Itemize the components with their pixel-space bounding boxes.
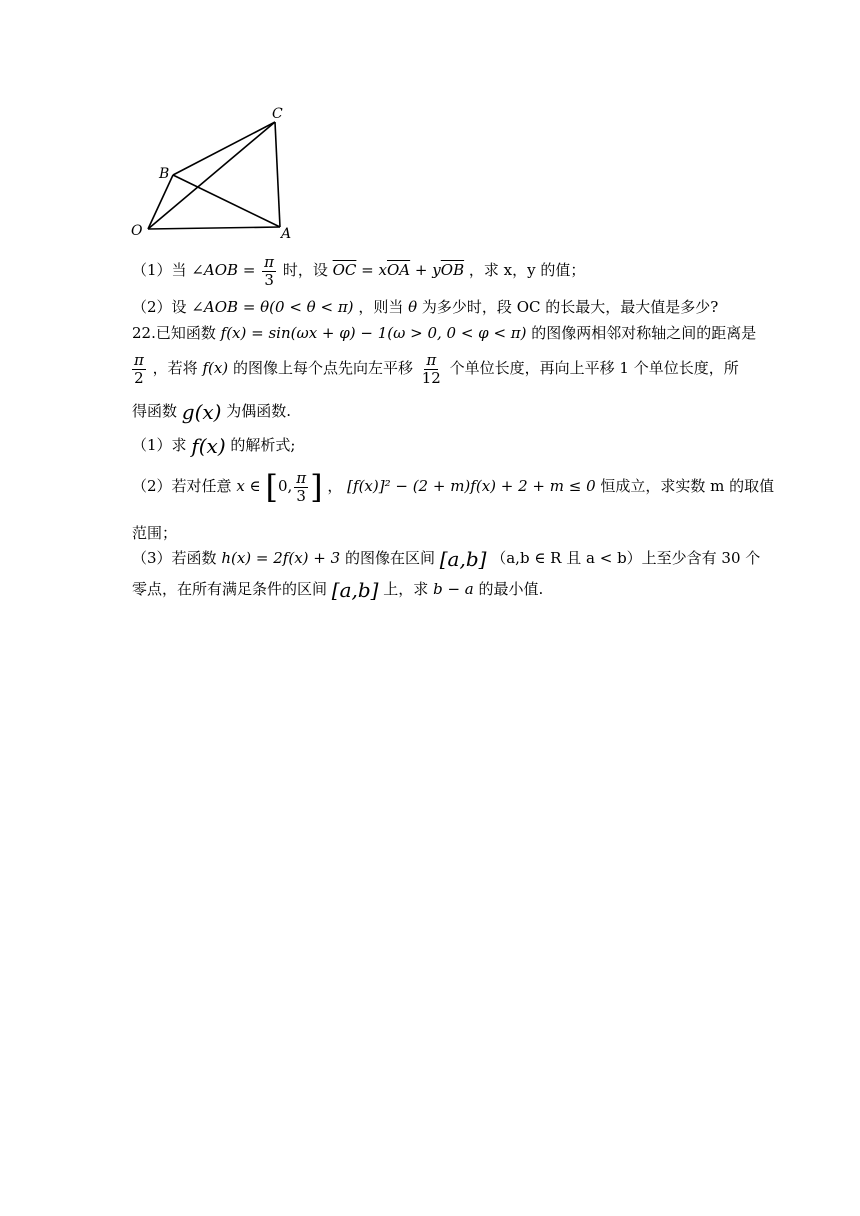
fraction-pi-12: $\frac{\pi}{12}$ (421, 351, 441, 387)
label-O: O (131, 223, 143, 239)
label-C: C (272, 106, 283, 122)
q22-part3-continued: 零点，在所有满足条件的区间 [a,b] 上，求 b − a 的最小值. (132, 578, 544, 602)
segment-BC (173, 122, 275, 175)
segment-OA (148, 227, 280, 229)
segment-CA (275, 122, 280, 227)
q21-part1: （1）当 ∠AOB = $\frac{\pi}{3}$ 时，设 $\overline{OC} = x\overline{OA} + y\overline{OB}$ ，求 x，y 的值； (132, 253, 586, 289)
triangle-diagram (125, 100, 295, 245)
fraction-pi-3: $\frac{\pi}{3}$ (264, 253, 275, 289)
label-B: B (159, 166, 170, 182)
segment-OB (148, 175, 173, 229)
q22-part2: （2）若对任意 x ∈ [0, $\frac{\pi}{3}$ ] ， [f(x)]² − (2 + m)f(x) + 2 + m ≤ 0 恒成立，求实数 m 的取值 (132, 468, 775, 506)
q22-line1: 22.已知函数 f(x) = sin(ωx + φ) − 1(ω > 0, 0 < φ < π) 的图像两相邻对称轴之间的距离是 (132, 324, 757, 342)
fraction-pi-3-interval: $\frac{\pi}{3}$ (296, 469, 307, 505)
fraction-pi-2: $\frac{\pi}{2}$ (134, 351, 144, 387)
q22-part2-continued: 范围； (132, 524, 178, 542)
label-A: A (281, 226, 292, 242)
q21-part2: （2）设 ∠AOB = θ(0 < θ < π) ，则当 θ 为多少时，段 OC 的长最大，最大值是多少? (132, 298, 719, 316)
q22-part1: （1）求 f(x) 的解析式; (132, 434, 296, 458)
segment-BA (173, 175, 280, 227)
q22-line2: $\frac{\pi}{2}$ ，若将 f(x) 的图像上每个点先向左平移 $\frac{\pi}{12}$ 个单位长度，再向上平移 1 个单位长度，所 (134, 351, 739, 387)
q22-part3: （3）若函数 h(x) = 2f(x) + 3 的图像在区间 [a,b] （a,b ∈ R 且 a < b）上至少含有 30 个 (132, 547, 761, 571)
q22-line3: 得函数 g(x) 为偶函数. (132, 400, 292, 424)
